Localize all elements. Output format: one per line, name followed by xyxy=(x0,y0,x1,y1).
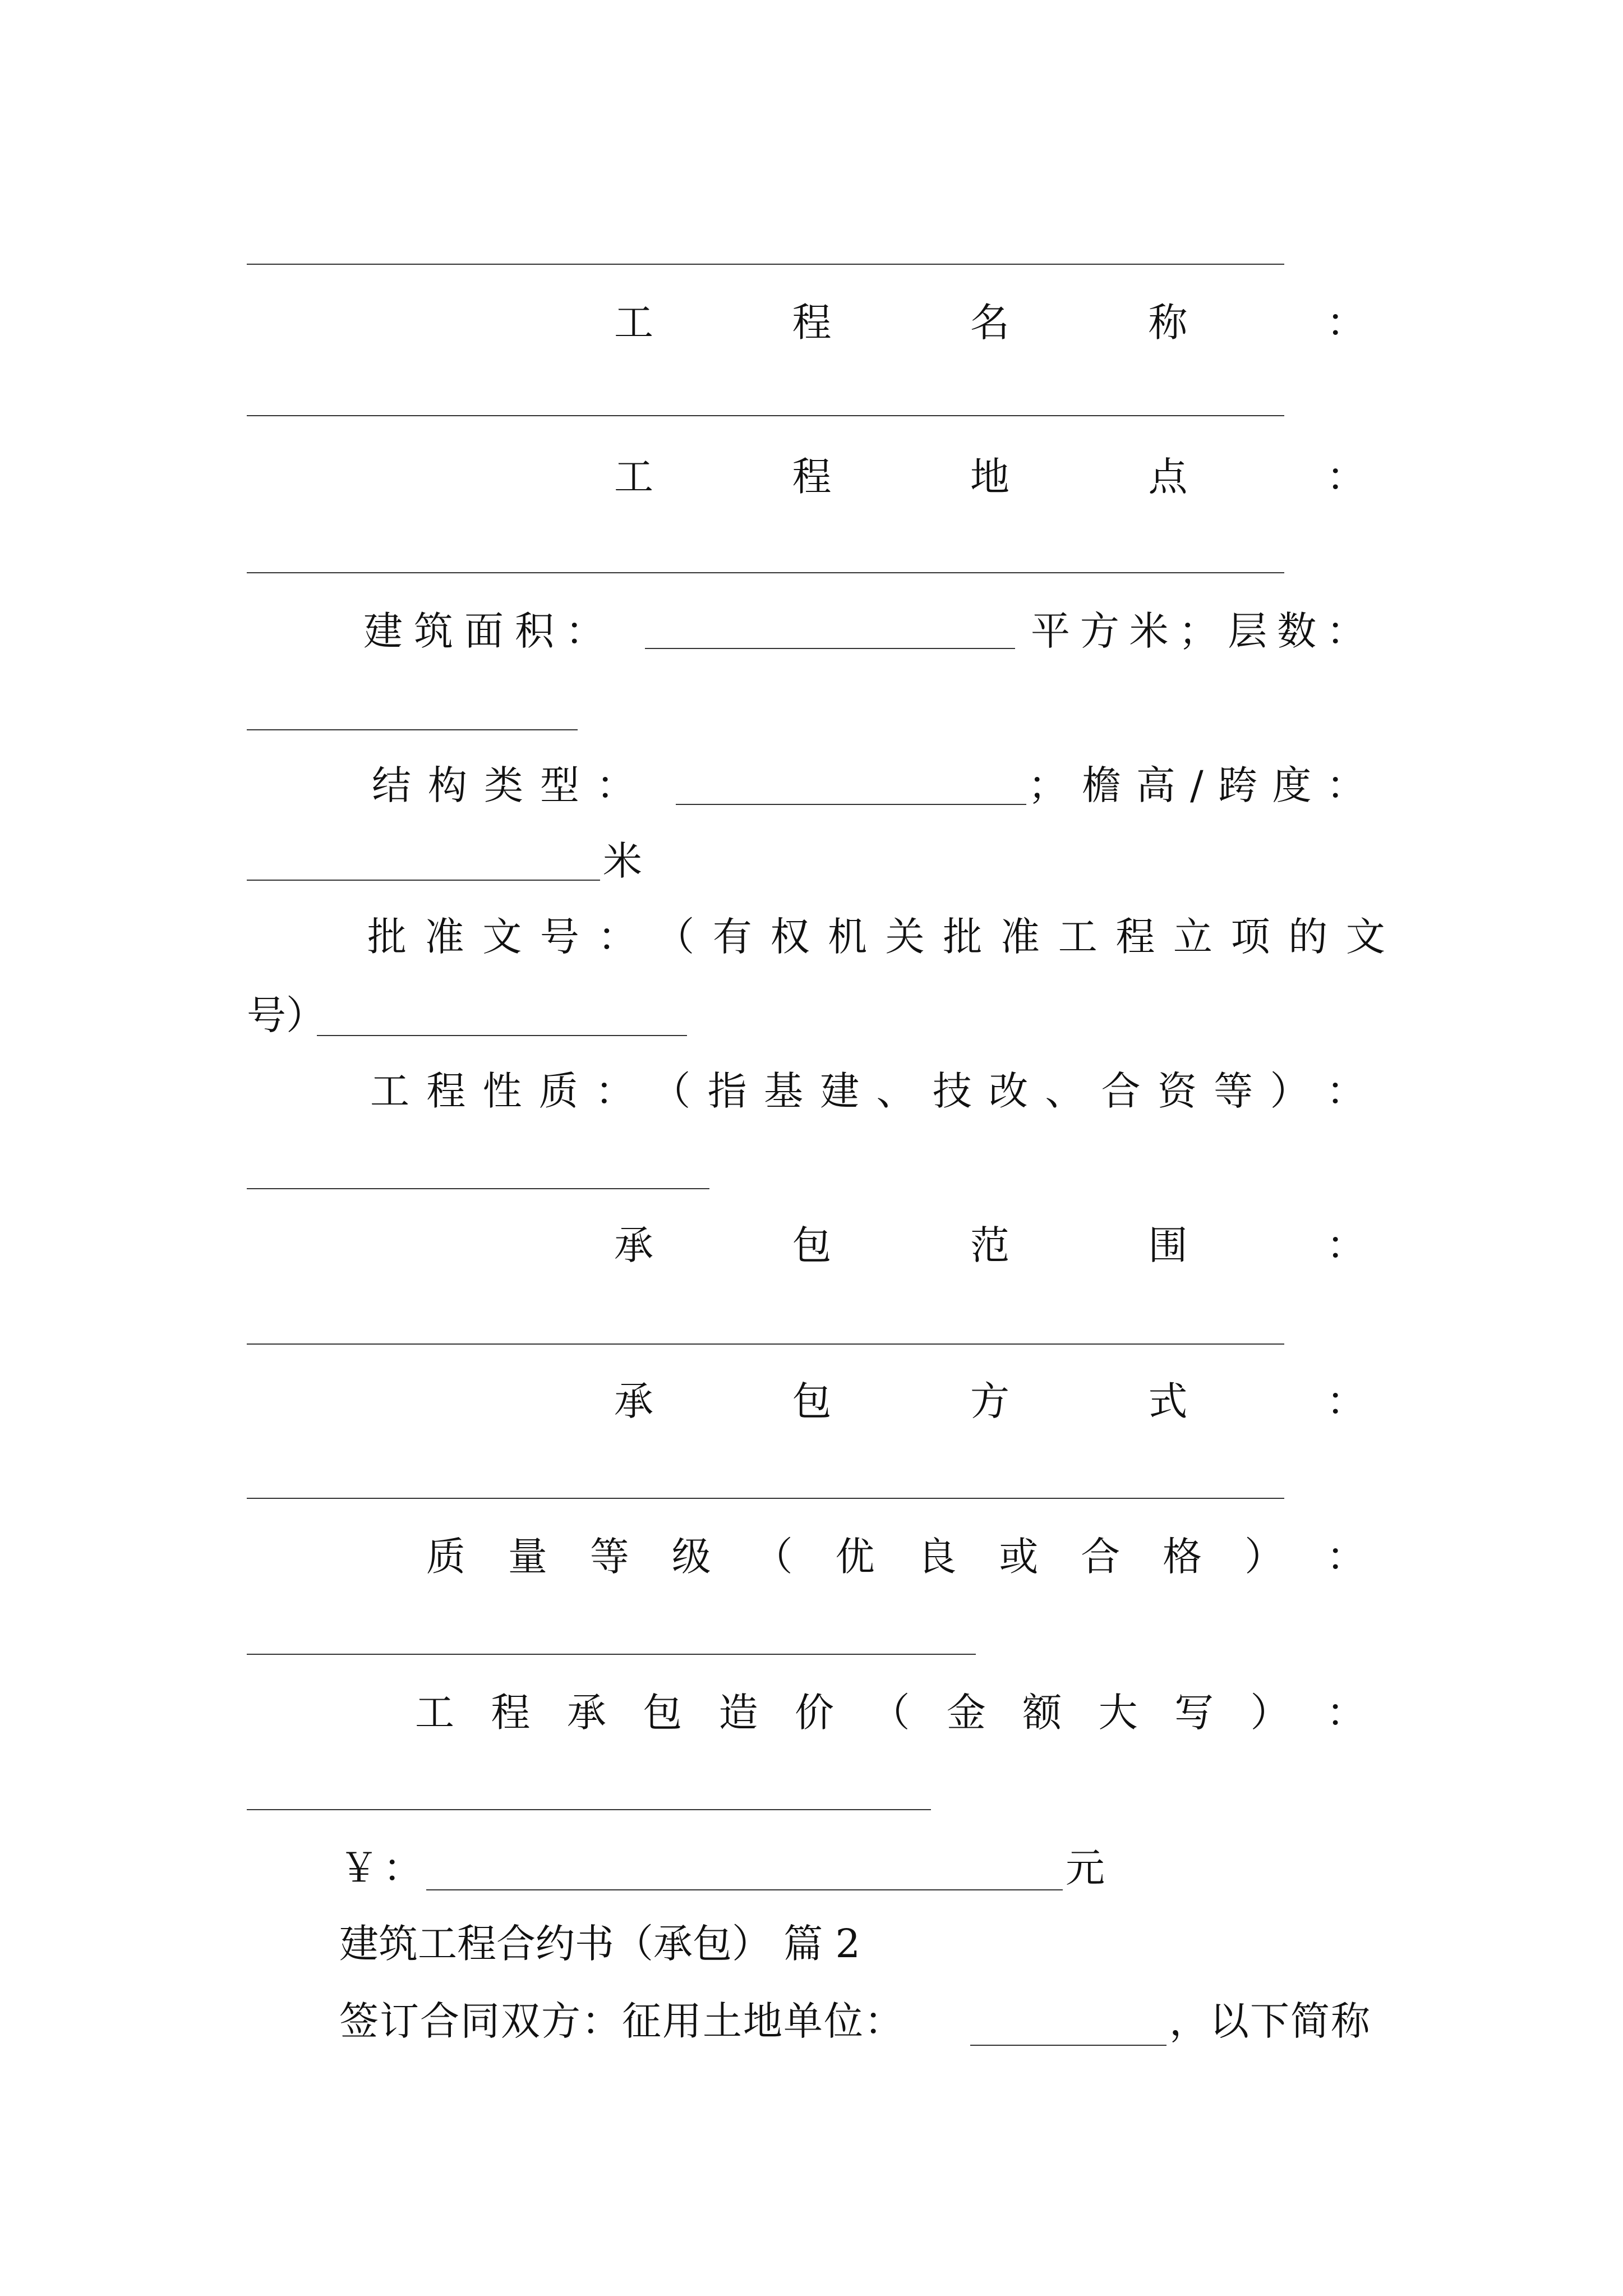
char-glyph: 合 xyxy=(1081,1534,1121,1580)
char-glyph: 工 xyxy=(614,454,653,500)
char-glyph: 承 xyxy=(566,1690,606,1736)
char-glyph: 工 xyxy=(614,300,653,346)
char-glyph: 号 xyxy=(540,914,579,960)
char-glyph: ： xyxy=(1326,1068,1366,1114)
char-glyph: 型 xyxy=(540,762,579,808)
char-glyph: 承 xyxy=(614,1378,653,1424)
method-label xyxy=(614,1378,1366,1424)
meter-unit: 米 xyxy=(603,838,642,884)
char-glyph: ： xyxy=(1326,1534,1366,1580)
char-glyph: 合 xyxy=(1101,1068,1141,1114)
char-glyph: 、 xyxy=(1045,1068,1085,1114)
char-glyph: ： xyxy=(1326,762,1366,808)
project-site-blank xyxy=(247,572,1284,573)
char-glyph: 式 xyxy=(1148,1378,1188,1424)
char-glyph: ： xyxy=(1326,300,1366,346)
quality-label xyxy=(426,1534,1366,1580)
scope-blank xyxy=(247,1343,1284,1345)
char-glyph: 额 xyxy=(1022,1690,1062,1736)
structure-blank xyxy=(676,804,1026,805)
blank-line xyxy=(247,264,1284,265)
char-glyph: 承 xyxy=(614,1222,653,1268)
yen-label: ￥： xyxy=(339,1845,427,1891)
char-glyph: 基 xyxy=(763,1068,803,1114)
char-glyph: ） xyxy=(1250,1690,1290,1736)
char-glyph: 结 xyxy=(372,762,411,808)
char-glyph: 跨 xyxy=(1218,762,1258,808)
char-glyph: （ xyxy=(651,1068,691,1114)
char-glyph: 的 xyxy=(1288,914,1328,960)
char-glyph: 、 xyxy=(876,1068,916,1114)
height-span-label xyxy=(1028,762,1366,808)
char-glyph: 写 xyxy=(1174,1690,1214,1736)
method-blank xyxy=(247,1498,1284,1499)
char-glyph: 优 xyxy=(835,1534,875,1580)
char-glyph: 准 xyxy=(425,914,464,960)
char-glyph: ： xyxy=(1326,1222,1366,1268)
char-glyph: 包 xyxy=(792,1378,832,1424)
char-glyph: 程 xyxy=(491,1690,531,1736)
yen-blank xyxy=(426,1889,1063,1890)
char-glyph: 大 xyxy=(1098,1690,1138,1736)
char-glyph: ： xyxy=(596,762,635,808)
char-glyph: ： xyxy=(595,1068,635,1114)
char-glyph: （ xyxy=(655,914,695,960)
land-unit-blank xyxy=(970,2045,1166,2046)
char-glyph: 平 xyxy=(1031,608,1070,654)
char-glyph: 立 xyxy=(1173,914,1212,960)
char-glyph: 权 xyxy=(770,914,810,960)
char-glyph: 构 xyxy=(428,762,467,808)
char-glyph: 文 xyxy=(1345,914,1385,960)
char-glyph: 类 xyxy=(484,762,523,808)
price-blank xyxy=(247,1809,931,1810)
char-glyph: 价 xyxy=(795,1690,834,1736)
char-glyph: 格 xyxy=(1163,1534,1202,1580)
char-glyph: 点 xyxy=(1148,454,1188,500)
char-glyph: 程 xyxy=(792,300,832,346)
char-glyph: ： xyxy=(1326,608,1366,654)
char-glyph: ： xyxy=(1326,1378,1366,1424)
char-glyph: 方 xyxy=(1080,608,1119,654)
project-name-blank xyxy=(247,415,1284,416)
char-glyph: 范 xyxy=(970,1222,1009,1268)
char-glyph: 方 xyxy=(970,1378,1009,1424)
char-glyph: 面 xyxy=(464,608,504,654)
quality-blank xyxy=(247,1654,976,1655)
char-glyph: 金 xyxy=(946,1690,986,1736)
approval-blank xyxy=(317,1035,687,1036)
char-glyph: 项 xyxy=(1230,914,1270,960)
char-glyph: ； xyxy=(1178,608,1218,654)
char-glyph: ： xyxy=(597,914,637,960)
char-glyph: 批 xyxy=(367,914,407,960)
char-glyph: 程 xyxy=(792,454,832,500)
char-glyph: 量 xyxy=(508,1534,547,1580)
char-glyph: ） xyxy=(1270,1068,1310,1114)
approval-label xyxy=(367,914,1385,960)
price-label xyxy=(415,1690,1366,1736)
char-glyph: 工 xyxy=(370,1068,409,1114)
char-glyph: 文 xyxy=(482,914,522,960)
char-glyph: 程 xyxy=(1115,914,1155,960)
project-name-label xyxy=(614,300,1366,346)
area-blank xyxy=(645,648,1015,649)
char-glyph: 称 xyxy=(1148,300,1188,346)
height-blank xyxy=(247,880,600,881)
char-glyph: 资 xyxy=(1157,1068,1197,1114)
char-glyph: 工 xyxy=(1058,914,1098,960)
char-glyph: 米 xyxy=(1129,608,1169,654)
char-glyph: ： xyxy=(1326,454,1366,500)
char-glyph: 良 xyxy=(917,1534,957,1580)
char-glyph: 等 xyxy=(589,1534,629,1580)
char-glyph: 指 xyxy=(707,1068,747,1114)
char-glyph: 建 xyxy=(820,1068,860,1114)
char-glyph: 地 xyxy=(970,454,1009,500)
char-glyph: 工 xyxy=(415,1690,454,1736)
char-glyph: ） xyxy=(1244,1534,1284,1580)
char-glyph: 有 xyxy=(712,914,752,960)
char-glyph: 高 xyxy=(1136,762,1175,808)
char-glyph: 度 xyxy=(1272,762,1312,808)
char-glyph: （ xyxy=(870,1690,910,1736)
char-glyph: 改 xyxy=(989,1068,1029,1114)
project-site-label xyxy=(614,454,1366,500)
char-glyph: ： xyxy=(565,608,605,654)
char-glyph: 积 xyxy=(515,608,554,654)
char-glyph: （ xyxy=(753,1534,793,1580)
char-glyph: 包 xyxy=(792,1222,832,1268)
char-glyph: ； xyxy=(1028,762,1067,808)
char-glyph: 批 xyxy=(943,914,983,960)
floors-blank xyxy=(247,729,578,730)
char-glyph: 技 xyxy=(932,1068,972,1114)
char-glyph: 筑 xyxy=(414,608,453,654)
char-glyph: 准 xyxy=(1000,914,1040,960)
char-glyph: 质 xyxy=(538,1068,578,1114)
char-glyph: 檐 xyxy=(1082,762,1122,808)
parties-suffix: ，以下简称 xyxy=(1169,1998,1371,2044)
char-glyph: 关 xyxy=(885,914,925,960)
char-glyph: ： xyxy=(1326,1690,1366,1736)
nature-label xyxy=(370,1068,1366,1114)
char-glyph: 包 xyxy=(643,1690,683,1736)
area-unit-label xyxy=(1031,608,1366,654)
scope-label xyxy=(614,1222,1366,1268)
parties-label: 签订合同双方：征用土地单位： xyxy=(339,1998,905,2044)
section-title: 建筑工程合约书（承包） 篇 2 xyxy=(339,1921,861,1967)
nature-blank xyxy=(247,1188,709,1189)
structure-label xyxy=(372,762,635,808)
char-glyph: 围 xyxy=(1148,1222,1188,1268)
char-glyph: 等 xyxy=(1214,1068,1253,1114)
char-glyph: 或 xyxy=(999,1534,1039,1580)
yuan-unit: 元 xyxy=(1066,1845,1105,1891)
char-glyph: 性 xyxy=(482,1068,522,1114)
char-glyph: 建 xyxy=(363,608,403,654)
char-glyph: 机 xyxy=(828,914,868,960)
char-glyph: 程 xyxy=(426,1068,466,1114)
char-glyph: 造 xyxy=(718,1690,758,1736)
char-glyph: 层 xyxy=(1228,608,1267,654)
char-glyph: 质 xyxy=(426,1534,465,1580)
char-glyph: 名 xyxy=(970,300,1009,346)
area-label xyxy=(363,608,605,654)
approval-label-cont: 号） xyxy=(247,992,325,1038)
char-glyph: 级 xyxy=(671,1534,711,1580)
char-glyph: 数 xyxy=(1277,608,1317,654)
char-glyph: / xyxy=(1190,762,1204,808)
